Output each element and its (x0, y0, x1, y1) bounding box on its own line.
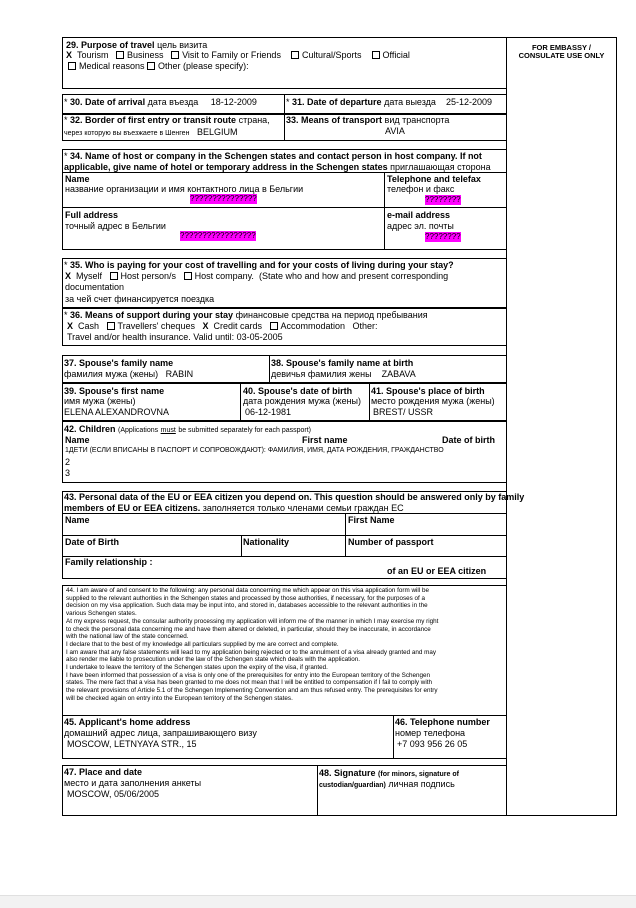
q46-label: 46. Telephone number (395, 717, 490, 727)
q32-label: * 32. Border of first entry or transit route страна, (64, 115, 270, 125)
q44-declaration: 44. I am aware of and consent to the following: any personal data concerning me which appear on this visa application form will be supplied to the relevant authorities in the Schengen states and processed by those authorities, if necessary, for the purposes of a decision on my visa application. Such data may be input into, and stored in, databases accessible to the relevant authorities in the various Schengen states. At my express request, the consular authority processing my application will inform me of the manner in which I may exercise my right to check the personal data concerning me and have them altered or deleted, in particular, should they be inaccurate, in accordance with the national law of the state concerned. I declare that to the best of my knowledge all particulars supplied by me are correct and complete. I am aware that any false statements will lead to my application being rejected or to the annulment of a visa already granted and may also render me liable to prosecution under the law of the Schengen state which deals with the application. I undertake to leave the territory of the Schengen states upon the expiry of the visa, if granted. I have been informed that possession of a visa is only one of the prerequisites for entry into the European territory of the Schengen states. The mere fact that a visa has been granted to me does not mean that I will be entitled to compensation if I fail to comply with the relevant provisions of Article 5.1 of the Schengen Implementing Convention and am thus refused entry. The prerequisites for entry will be checked again on entry into the European territory of the Schengen states. (66, 587, 439, 702)
spouse-family-name-value: RABIN (165, 369, 194, 379)
host-email-label: e-mail address (387, 210, 451, 220)
q46-ru: номер телефона (395, 728, 466, 738)
payer-myself-checkbox[interactable]: X (65, 271, 72, 281)
host-name-ru: название организации и имя контактного лица в Бельгии (65, 184, 304, 194)
q37-label: 37. Spouse's family name (64, 358, 174, 368)
host-email-ru: адрес эл. почты (387, 221, 454, 231)
spouse-dob-value[interactable]: 06-12-1981 (245, 407, 292, 417)
q36-label: * 36. Means of support during your stay финансовые средства на период пребывания (64, 310, 428, 320)
other-checkbox[interactable] (147, 62, 155, 70)
business-checkbox[interactable] (116, 51, 124, 59)
q43-col-divider-3 (345, 535, 346, 557)
q41-ru: место рождения мужа (жены) (371, 396, 495, 406)
q36-insurance: Travel and/or health insurance. Valid until: 03-05-2005 (67, 332, 283, 342)
payer-company-checkbox[interactable] (184, 272, 192, 280)
home-address-value[interactable]: MOSCOW, LETNYAYA STR., 15 (67, 739, 197, 749)
spouse-first-name-value[interactable]: ELENA ALEXANDROVNA (64, 407, 170, 417)
host-email-value[interactable]: ???????? (425, 232, 461, 241)
host-phone-value[interactable]: ???????? (425, 195, 461, 204)
q47-ru: место и дата заполнения анкеты (64, 778, 202, 788)
payer-host-checkbox[interactable] (110, 272, 118, 280)
host-phone-ru: телефон и факс (387, 184, 455, 194)
host-phone-label: Telephone and telefax (387, 174, 481, 184)
arrival-date-value: 18-12-2009 (210, 97, 257, 107)
q48-label-2: custodian/guardian) личная подпись (319, 779, 455, 789)
q45-label: 45. Applicant's home address (64, 717, 191, 727)
q34-divider (62, 172, 507, 173)
q35-label: * 35. Who is paying for your cost of travelling and for your costs of living during your stay? (64, 260, 454, 270)
q37-field[interactable]: фамилия мужа (жены) RABIN (64, 369, 194, 379)
eu-dob-label: Date of Birth (65, 537, 119, 547)
q34-label-2: applicable, give name of hotel or temporary address in the Schengen states приглашающая сторона (64, 162, 491, 172)
support-accommodation-checkbox[interactable] (270, 322, 278, 330)
q35-options: X Myself Host person/s Host company. (State who and how and present corresponding (65, 271, 449, 281)
medical-checkbox[interactable] (68, 62, 76, 70)
eu-name-label: Name (65, 515, 90, 525)
q31-field[interactable]: * 31. Date of departure дата выезда 25-12-2009 (286, 97, 492, 107)
spouse-birth-name-value: ZABAVA (381, 369, 416, 379)
q34-col-divider (384, 172, 385, 250)
q41-label: 41. Spouse's place of birth (371, 386, 485, 396)
q43-label: 43. Personal data of the EU or EEA citizen you depend on. This question should be answered only by family (64, 492, 525, 502)
spouse-birthplace-value[interactable]: BREST/ USSR (373, 407, 434, 417)
children-col-name: Name (65, 435, 90, 445)
transport-value[interactable]: AVIA (385, 126, 405, 136)
q35-ru: за чей счет финансируется поездка (65, 294, 215, 304)
q30-field[interactable]: * 30. Date of arrival дата въезда 18-12-2009 (64, 97, 257, 107)
viewer-bottom-strip (0, 895, 636, 908)
eu-relationship-label: Family relationship : (65, 557, 153, 567)
children-col-first: First name (302, 435, 348, 445)
signature-field[interactable] (320, 792, 504, 814)
q35-tail: documentation (65, 282, 125, 292)
eu-first-name-label: First Name (348, 515, 395, 525)
support-cheques-checkbox[interactable] (107, 322, 115, 330)
visit-family-checkbox[interactable] (171, 51, 179, 59)
place-date-value[interactable]: MOSCOW, 05/06/2005 (67, 789, 160, 799)
border-entry-value: BELGIUM (196, 127, 238, 137)
host-name-value[interactable]: ??????????????? (190, 194, 257, 203)
children-row-2[interactable]: 2 (65, 457, 71, 467)
q48-label: 48. Signature (for minors, signature of (319, 768, 459, 778)
q40-label: 40. Spouse's date of birth (243, 386, 353, 396)
host-address-value[interactable]: ????????????????? (180, 231, 256, 240)
departure-date-value: 25-12-2009 (445, 97, 492, 107)
q43-col-divider-1 (345, 513, 346, 536)
children-row-1[interactable]: 1ДЕТИ (ЕСЛИ ВПИСАНЫ В ПАСПОРТ И СОПРОВОЖДАЮТ): ФАМИЛИЯ, ИМЯ, ДАТА РОЖДЕНИЯ, ГРАЖДАНСТВО (65, 447, 444, 454)
support-cash-checkbox[interactable]: X (67, 321, 74, 331)
embassy-use-box (506, 37, 617, 816)
q34-label: * 34. Name of host or company in the Schengen states and contact person in host company. If not (64, 151, 482, 161)
cultural-checkbox[interactable] (291, 51, 299, 59)
host-name-label: Name (65, 174, 90, 184)
q29-options-row2: Medical reasons Other (please specify): (68, 61, 249, 71)
host-address-ru: точный адрес в Бельгии (65, 221, 166, 231)
tourism-checkbox[interactable]: X (66, 50, 73, 60)
official-checkbox[interactable] (372, 51, 380, 59)
q29-options-row1: X Tourism Business Visit to Family or Friends Cultural/Sports Official (66, 50, 410, 60)
children-col-dob: Date of birth (442, 435, 495, 445)
embassy-title: FOR EMBASSY / CONSULATE USE ONLY (518, 43, 605, 60)
q43-div-1 (62, 513, 507, 514)
q42-label: 42. Children (Applications must be submitted separately for each passport) (64, 424, 311, 434)
q34-row-divider (62, 207, 507, 208)
q38-label: 38. Spouse's family name at birth (271, 358, 414, 368)
tourism-label: Tourism (77, 50, 109, 60)
q33-label: 33. Means of transport вид транспорта (286, 115, 450, 125)
q43-label-2: members of EU or EEA citizens. заполняется только членами семьи граждан ЕС (64, 503, 404, 513)
eu-passport-label: Number of passport (348, 537, 434, 547)
telephone-value[interactable]: +7 093 956 26 05 (397, 739, 468, 749)
eu-of-citizen-label: of an EU or EEA citizen (387, 566, 487, 576)
q40-ru: дата рождения мужа (жены) (243, 396, 362, 406)
support-cards-checkbox[interactable]: X (202, 321, 209, 331)
q45-ru: домашний адрес лица, запрашивающего визу (64, 728, 257, 738)
q39-label: 39. Spouse's first name (64, 386, 165, 396)
q29-label: 29. Purpose of travel цель визита (66, 40, 208, 50)
q43-col-divider-2 (241, 535, 242, 557)
q39-ru: имя мужа (жены) (64, 396, 136, 406)
q32-field[interactable]: через которую вы въезжаете в Шенген BELGIUM (64, 127, 238, 137)
q36-options: X Cash Travellers' cheques X Credit cards Accommodation Other: (67, 321, 378, 331)
q38-field[interactable]: девичья фамилия жены ZABAVA (271, 369, 416, 379)
eu-nationality-label: Nationality (243, 537, 290, 547)
children-row-3[interactable]: 3 (65, 468, 71, 478)
q47-label: 47. Place and date (64, 767, 143, 777)
q43-div-2 (62, 535, 507, 536)
host-address-label: Full address (65, 210, 119, 220)
